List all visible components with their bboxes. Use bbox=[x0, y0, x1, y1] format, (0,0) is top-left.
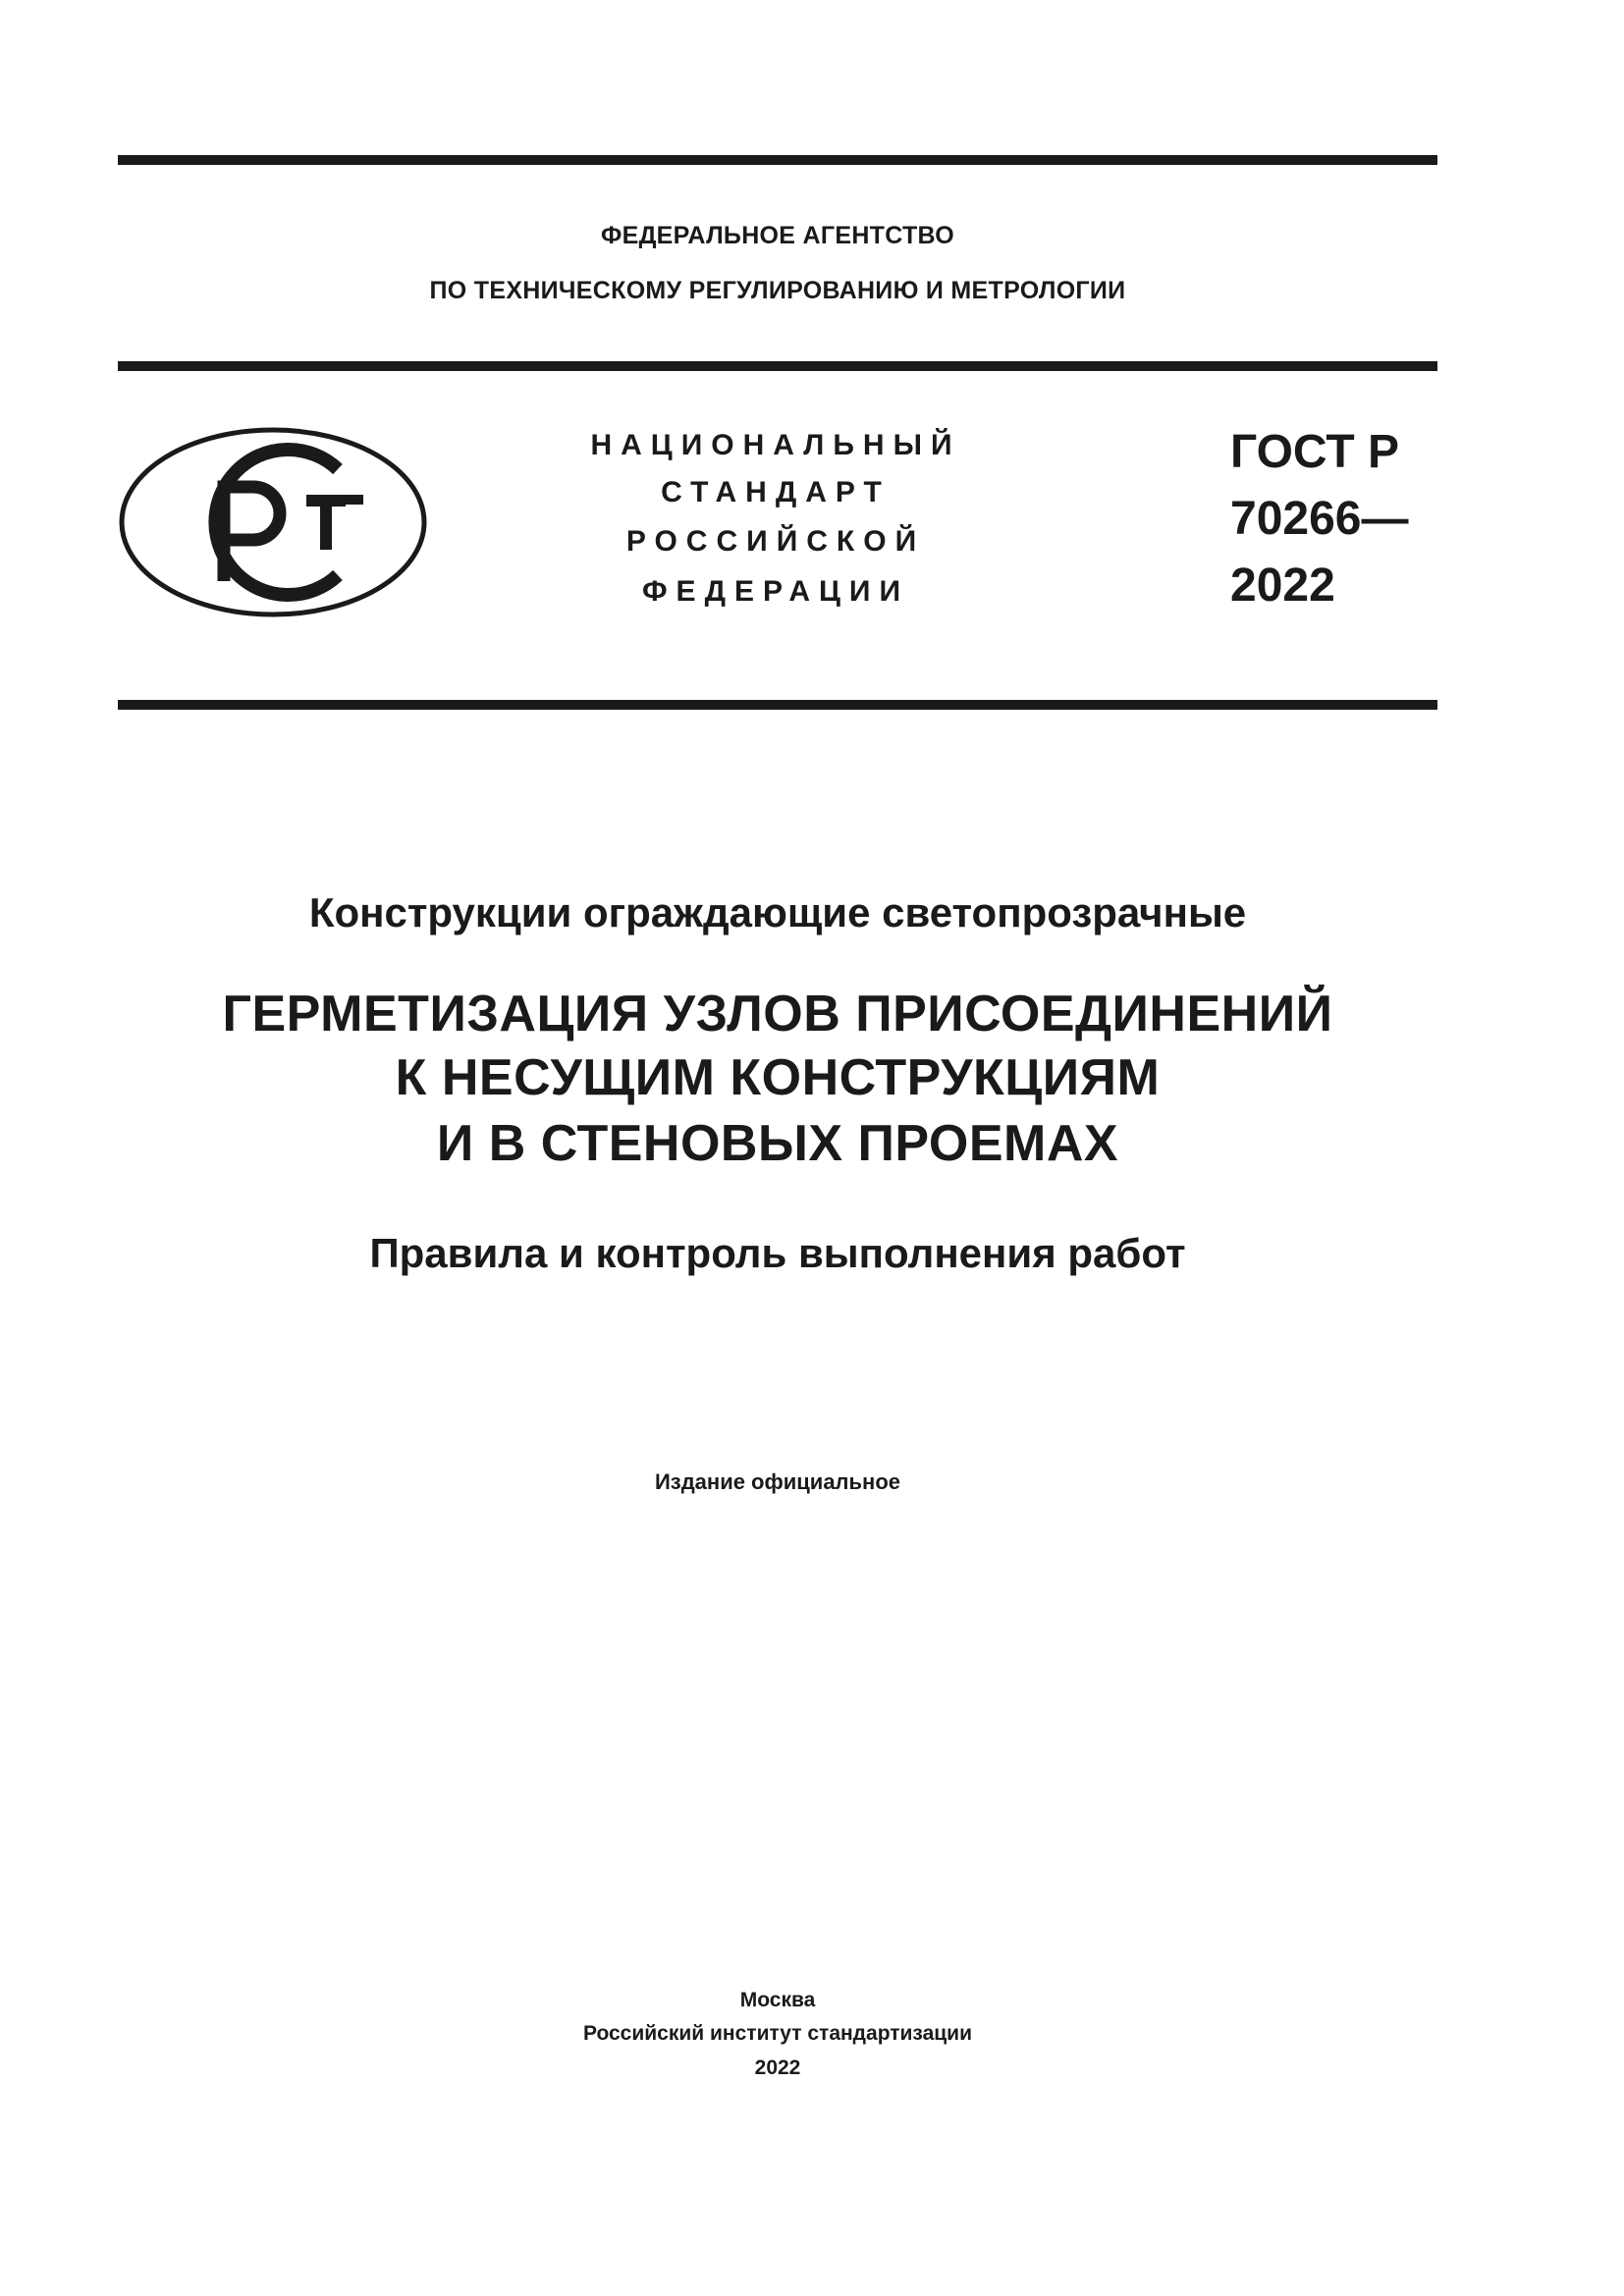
agency-name-line-1: ФЕДЕРАЛЬНОЕ АГЕНТСТВО bbox=[600, 222, 955, 249]
national-standard-line-4: ФЕДЕРАЦИИ bbox=[641, 575, 910, 608]
national-standard-line-3: РОССИЙСКОЙ bbox=[625, 525, 926, 558]
standard-designation-line-2: 70266— bbox=[1230, 493, 1409, 545]
national-standard-line-1: НАЦИОНАЛЬНЫЙ bbox=[590, 429, 961, 461]
agency-name-line-2: ПО ТЕХНИЧЕСКОМУ РЕГУЛИРОВАНИЮ И МЕТРОЛОГИИ bbox=[429, 277, 1126, 304]
document-main-title-line-1: ГЕРМЕТИЗАЦИЯ УЗЛОВ ПРИСОЕДИНЕНИЙ bbox=[222, 986, 1333, 1042]
imprint-year: 2022 bbox=[754, 2056, 801, 2079]
middle-divider-rule bbox=[118, 361, 1437, 371]
imprint-city: Москва bbox=[739, 1989, 816, 2011]
top-divider-rule bbox=[118, 155, 1437, 165]
imprint-publisher: Российский институт стандартизации bbox=[582, 2022, 973, 2045]
edition-note: Издание официальное bbox=[654, 1469, 901, 1494]
standard-designation-line-1: ГОСТ Р bbox=[1230, 426, 1400, 478]
document-main-title-line-2: К НЕСУЩИМ КОНСТРУКЦИЯМ bbox=[395, 1049, 1161, 1106]
document-main-title-line-3: И В СТЕНОВЫХ ПРОЕМАХ bbox=[436, 1115, 1119, 1172]
document-title-intro: Конструкции ограждающие светопрозрачные bbox=[308, 889, 1247, 935]
document-subtitle: Правила и контроль выполнения работ bbox=[369, 1230, 1186, 1276]
standard-designation-line-3: 2022 bbox=[1230, 560, 1335, 612]
bottom-divider-rule bbox=[118, 700, 1437, 710]
rst-certification-logo-icon bbox=[116, 424, 430, 620]
national-standard-line-2: СТАНДАРТ bbox=[661, 476, 891, 508]
